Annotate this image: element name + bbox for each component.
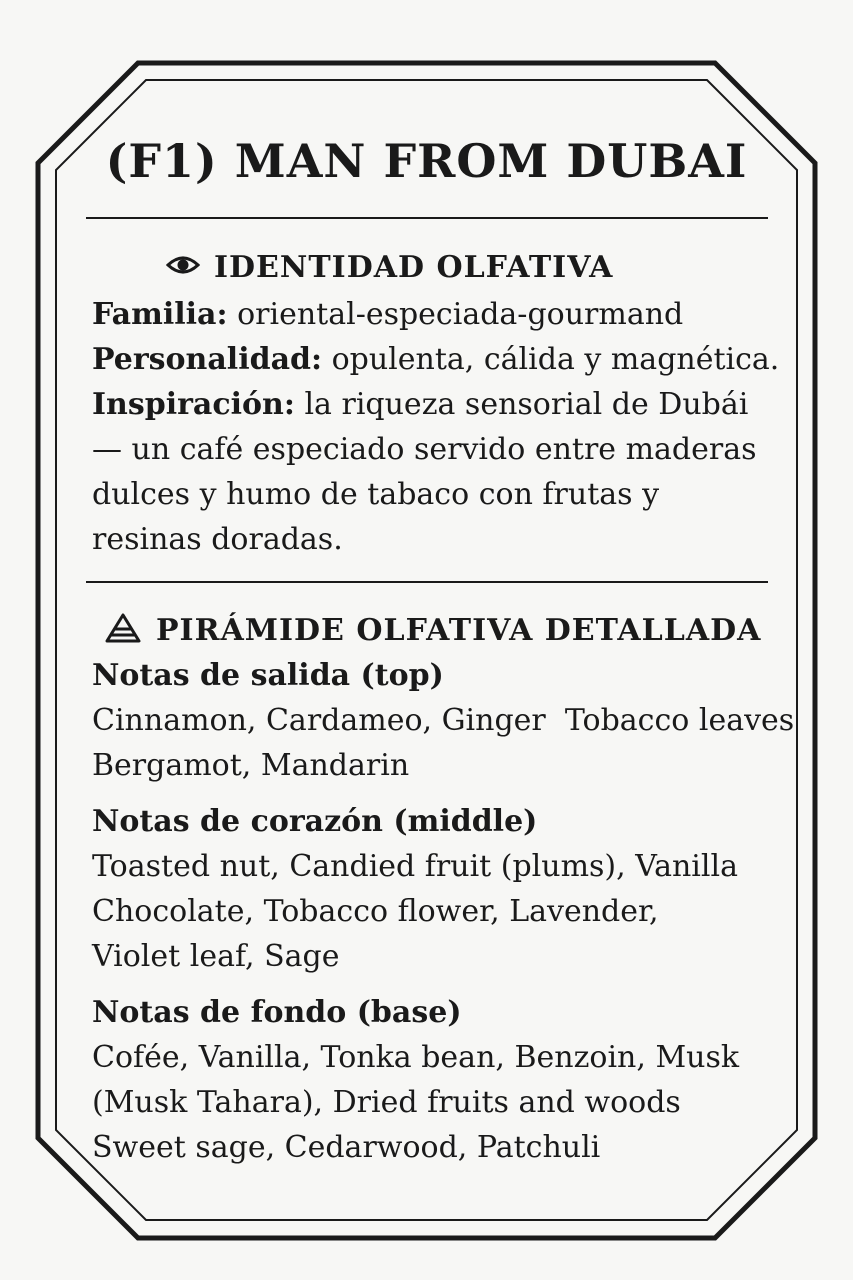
middle-notes-label: Notas de corazón (middle): [92, 804, 538, 839]
family-value: oriental-especiada-gourmand: [227, 297, 684, 332]
page-title: (F1) MAN FROM DUBAI: [105, 134, 748, 188]
base-notes-block: [92, 990, 782, 1170]
top-notes-block: [92, 653, 795, 788]
divider-top: [86, 217, 768, 219]
inspiration-value: la riqueza sensorial de Dubái — un café especiado servido entre maderas dulces y humo de tabaco con frutas y resinas doradas.: [92, 387, 757, 557]
eye-icon: [166, 250, 200, 286]
personality-value: opulenta, cálida y magnética.: [322, 342, 780, 377]
base-notes-line1: Cofée, Vanilla, Tonka bean, Benzoin, Musk: [92, 1040, 740, 1075]
inspiration-label: Inspiración:: [92, 387, 295, 422]
top-notes-line1: Cinnamon, Cardameo, Ginger Tobacco leaves: [92, 703, 795, 738]
base-notes-line3: Sweet sage, Cedarwood, Patchuli: [92, 1130, 601, 1165]
top-notes-label: Notas de salida (top): [92, 658, 444, 693]
family-line: [92, 292, 782, 337]
identity-heading-text: IDENTIDAD OLFATIVA: [214, 250, 614, 285]
divider-middle: [86, 581, 768, 583]
pyramid-heading-text: PIRÁMIDE OLFATIVA DETALLADA: [156, 613, 762, 648]
personality-line: [92, 337, 782, 382]
personality-label: Personalidad:: [92, 342, 323, 377]
top-notes-line2: Bergamot, Mandarin: [92, 748, 410, 783]
identity-block: [92, 292, 782, 562]
family-label: Familia:: [92, 297, 228, 332]
inspiration-line: [92, 382, 762, 562]
base-notes-line2: (Musk Tahara), Dried fruits and woods: [92, 1085, 681, 1120]
identity-heading: [166, 250, 613, 286]
pyramid-heading: [104, 612, 761, 650]
pyramid-icon: [104, 612, 142, 650]
middle-notes-block: [92, 799, 782, 979]
middle-notes-text: Toasted nut, Candied fruit (plums), Vanilla Chocolate, Tobacco flower, Lavender, Violet leaf, Sage: [92, 849, 738, 974]
base-notes-label: Notas de fondo (base): [92, 995, 462, 1030]
